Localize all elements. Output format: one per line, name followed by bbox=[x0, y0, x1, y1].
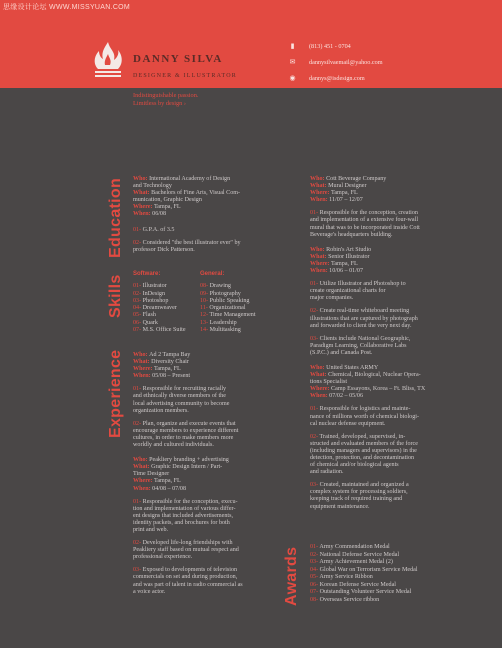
general-item bbox=[200, 305, 290, 312]
job-item-line bbox=[133, 435, 283, 442]
field-value: Ad 2 Tampa Bay bbox=[149, 352, 191, 358]
item-text: Responsible for the conception, execu- bbox=[142, 498, 238, 505]
job-field bbox=[310, 183, 460, 190]
field-value: Tampa, FL bbox=[154, 366, 181, 373]
item-number: 01- bbox=[133, 283, 143, 290]
item-text: equipment maintenance. bbox=[310, 503, 370, 510]
job-item-line bbox=[133, 527, 283, 534]
item-text: Beverage's headquarters building. bbox=[310, 231, 393, 238]
award-item bbox=[310, 567, 480, 575]
award-item bbox=[310, 544, 480, 552]
item-number: 01- bbox=[310, 406, 320, 413]
field-label: What: bbox=[310, 372, 329, 379]
item-text: and radiation. bbox=[310, 469, 344, 476]
item-number: 03- bbox=[310, 559, 320, 565]
field-label: Where: bbox=[310, 386, 332, 393]
item-text: Illustrator bbox=[142, 283, 167, 290]
software-item bbox=[133, 312, 203, 319]
tagline: Indistinguishable passion. Limitless by design › bbox=[133, 92, 199, 107]
experience-right bbox=[310, 176, 460, 519]
field-value: Camp Essayons, Korea – Ft. Bliss, TX bbox=[331, 386, 426, 393]
job-field bbox=[310, 372, 460, 379]
job-item-line bbox=[310, 217, 460, 224]
job-field bbox=[310, 268, 460, 275]
award-item bbox=[310, 574, 480, 582]
job-item-line bbox=[310, 448, 460, 455]
item-text: Exposed to developments of television bbox=[142, 567, 238, 574]
job-item bbox=[310, 434, 460, 477]
field-value: Robin's Art Studio bbox=[326, 246, 372, 253]
job-item-line bbox=[133, 421, 283, 428]
item-text: (S.P.C.) and Canada Post. bbox=[310, 349, 373, 356]
item-text: and was part of talent in radio commercial as bbox=[133, 581, 243, 588]
job-field bbox=[133, 486, 283, 493]
item-text: tion and implementation of various differ- bbox=[133, 505, 236, 512]
item-text: Army Achievement Medal (2) bbox=[319, 559, 393, 565]
job-field bbox=[310, 254, 460, 261]
software-item bbox=[133, 291, 203, 298]
item-number: 01- bbox=[310, 544, 320, 550]
award-item bbox=[310, 582, 480, 590]
item-text: National Defense Service Medal bbox=[319, 551, 400, 558]
item-text: InDesign bbox=[142, 290, 165, 297]
field-label: Who: bbox=[133, 457, 150, 464]
item-text: Paradigm Learning, Collaborative Labs bbox=[310, 342, 407, 349]
field-value: Peakliery branding + advertising bbox=[149, 457, 229, 464]
item-text: Trained, developed, supervised, in- bbox=[319, 433, 406, 440]
job-item-line bbox=[310, 316, 460, 323]
item-text: Korean Defense Service Medal bbox=[319, 581, 396, 588]
field-value: 05/08 – Present bbox=[152, 373, 191, 380]
item-text: Drawing bbox=[209, 283, 231, 290]
job-item-line bbox=[133, 520, 283, 527]
item-text: worldly and cultured individuals. bbox=[133, 442, 214, 449]
job-item-line bbox=[133, 393, 283, 400]
item-text: Flash bbox=[142, 312, 156, 319]
field-value: Tampa, FL bbox=[331, 260, 358, 267]
job-item-line bbox=[133, 442, 283, 449]
job-item-line bbox=[133, 499, 283, 506]
item-text: Leadership bbox=[209, 319, 237, 326]
job-item-line bbox=[310, 434, 460, 441]
software-item bbox=[133, 320, 203, 327]
item-number: 03- bbox=[133, 567, 143, 574]
person-name: DANNY SILVA bbox=[133, 53, 223, 65]
item-text: keeping track of required training and bbox=[310, 496, 403, 503]
field-value: Tampa, FL bbox=[331, 190, 358, 197]
job-item-line bbox=[310, 406, 460, 413]
job-field bbox=[133, 352, 283, 359]
item-number: 14- bbox=[200, 327, 210, 334]
job-item-line bbox=[133, 513, 283, 520]
job-item-line bbox=[310, 232, 460, 239]
job-field bbox=[133, 457, 283, 464]
section-experience: Experience bbox=[107, 349, 124, 438]
job-item bbox=[310, 336, 460, 357]
item-number: 01- bbox=[133, 386, 143, 393]
field-label: Where: bbox=[310, 190, 332, 197]
item-text: Dreamweaver bbox=[142, 305, 177, 312]
job-item bbox=[133, 421, 283, 449]
job-field bbox=[310, 393, 460, 400]
item-text: print and web. bbox=[133, 526, 169, 533]
field-value: 04/08 – 07/08 bbox=[152, 485, 186, 492]
item-number: 01- bbox=[310, 281, 320, 288]
job-item-line bbox=[310, 441, 460, 448]
item-text: commercials on set and during production, bbox=[133, 574, 238, 581]
field-value: Graphic Design Intern / Part- bbox=[151, 464, 223, 471]
job-field bbox=[133, 464, 283, 471]
item-text: Photography bbox=[209, 290, 241, 297]
item-text: create organizational charts for bbox=[310, 288, 386, 295]
job-field bbox=[310, 190, 460, 197]
general-item bbox=[200, 291, 290, 298]
job-item-line bbox=[310, 421, 460, 428]
field-value: Tampa, FL bbox=[154, 478, 181, 485]
item-text: and ethnically diverse members of the bbox=[133, 393, 226, 400]
field-label: Who: bbox=[133, 352, 150, 358]
item-number: 10- bbox=[200, 297, 210, 304]
job-item-line bbox=[310, 343, 460, 350]
field-value: Senior Illustrator bbox=[328, 253, 370, 260]
item-text: (including managers and supervisors) in the bbox=[310, 447, 417, 454]
job-item-line bbox=[310, 225, 460, 232]
experience-left bbox=[133, 352, 283, 604]
item-text: Peakliery staff based on mutual respect and bbox=[133, 547, 239, 554]
job-item-line bbox=[310, 496, 460, 503]
item-text: Responsible for recruiting racially bbox=[142, 386, 227, 393]
envelope-icon: ✉ bbox=[289, 58, 296, 66]
item-number: 05- bbox=[310, 574, 320, 580]
job-item-line bbox=[133, 589, 283, 596]
job-item-line bbox=[310, 414, 460, 421]
item-text: cal nuclear defense equipment. bbox=[310, 420, 386, 427]
field-value: Time Designer bbox=[133, 471, 170, 478]
item-text: mural that was to be incorporated inside Cott bbox=[310, 224, 420, 231]
field-value: Cott Beverage Company bbox=[326, 176, 387, 182]
item-number: 06- bbox=[310, 581, 320, 588]
item-text: encourage members to experience different bbox=[133, 427, 239, 434]
item-text: identity packets, and brochures for both bbox=[133, 519, 230, 526]
field-value: United States ARMY bbox=[326, 364, 379, 371]
field-label: When: bbox=[310, 268, 330, 275]
field-label: Who: bbox=[310, 246, 327, 253]
award-item bbox=[310, 589, 480, 597]
field-label: Where: bbox=[133, 478, 155, 485]
item-text: Created, maintained and organized a bbox=[319, 482, 409, 489]
job-item-line bbox=[133, 582, 283, 589]
job-item-line bbox=[310, 308, 460, 315]
item-text: Utilize Illustrator and Photoshop to bbox=[319, 281, 406, 288]
item-text: Plan, organize and execute events that bbox=[142, 420, 236, 427]
field-label: Where: bbox=[310, 260, 332, 267]
general-item bbox=[200, 327, 290, 334]
item-number: 04- bbox=[133, 305, 143, 312]
item-number: 02- bbox=[310, 551, 320, 558]
job-item-line bbox=[133, 554, 283, 561]
job-item-line bbox=[310, 462, 460, 469]
job-item bbox=[310, 308, 460, 329]
field-value: 11/07 – 12/07 bbox=[329, 197, 363, 204]
job-item-line bbox=[310, 288, 460, 295]
item-text: Organizational bbox=[209, 305, 246, 312]
item-text: professional experience. bbox=[133, 554, 193, 561]
field-label: What: bbox=[310, 253, 329, 260]
skills-software-list: Software: 01- Illustrator 02- InDesign 03- Photoshop 04- Dreamweaver 05- Flash 06- Quark 07- M.S. Office Suite bbox=[133, 271, 203, 334]
item-text: ent designs that included advertisements, bbox=[133, 512, 234, 519]
field-label: When: bbox=[133, 373, 153, 380]
job-item bbox=[133, 567, 283, 595]
field-label: What: bbox=[310, 183, 329, 190]
job-item-line bbox=[133, 408, 283, 415]
item-text: major companies. bbox=[310, 295, 354, 302]
job-item bbox=[133, 499, 283, 534]
job-item-line bbox=[133, 428, 283, 435]
job-item-line bbox=[310, 323, 460, 330]
job-field bbox=[133, 366, 283, 373]
item-text: M.S. Office Suite bbox=[142, 327, 186, 334]
field-value: tions Specialist bbox=[310, 379, 348, 386]
job-field bbox=[310, 365, 460, 372]
item-number: 03- bbox=[310, 335, 320, 342]
phone-icon: ▮ bbox=[290, 42, 295, 50]
software-item bbox=[133, 327, 203, 334]
job-item-line bbox=[310, 469, 460, 476]
item-number: 01- bbox=[310, 210, 320, 217]
job-item-line bbox=[133, 574, 283, 581]
job-item-line bbox=[310, 336, 460, 343]
job-item bbox=[310, 406, 460, 427]
item-number: 03- bbox=[310, 482, 320, 489]
field-value: Diversity Chair bbox=[151, 359, 189, 366]
item-text: Global War on Terrorism Service Medal bbox=[319, 566, 418, 573]
item-number: 02- bbox=[310, 308, 320, 315]
job-item-line bbox=[133, 567, 283, 574]
item-text: Photoshop bbox=[142, 297, 169, 304]
software-item bbox=[133, 305, 203, 312]
item-text: Public Speaking bbox=[209, 297, 250, 304]
job-field bbox=[133, 359, 283, 366]
globe-icon: ◉ bbox=[289, 74, 296, 82]
job-item bbox=[133, 386, 283, 414]
field-label: When: bbox=[133, 485, 153, 492]
item-number: 03- bbox=[133, 297, 143, 304]
item-number: 07- bbox=[133, 327, 143, 334]
job-field bbox=[310, 197, 460, 204]
skills-general-list: General: 08- Drawing 09- Photography 10- Public Speaking 11- Organizational 12- Time Management 13- Leadership 14- Multitasking bbox=[200, 271, 290, 334]
item-text: local advertising community to become bbox=[133, 400, 230, 407]
section-skills: Skills bbox=[107, 274, 124, 318]
field-label: Who: bbox=[310, 364, 327, 371]
item-number: 02- bbox=[310, 433, 320, 440]
item-text: and forwarded to client the very next day. bbox=[310, 322, 412, 329]
general-item bbox=[200, 298, 290, 305]
item-text: organization members. bbox=[133, 407, 189, 414]
item-number: 04- bbox=[310, 566, 320, 573]
award-item bbox=[310, 559, 480, 567]
job-item-line bbox=[310, 295, 460, 302]
item-number: 02- bbox=[133, 420, 143, 427]
general-item bbox=[200, 320, 290, 327]
job-item bbox=[133, 540, 283, 561]
item-number: 13- bbox=[200, 319, 210, 326]
item-text: Responsible for the conception, creation bbox=[319, 210, 418, 217]
item-number: 01- bbox=[133, 498, 143, 505]
spacer bbox=[133, 602, 283, 604]
item-text: Army Service Ribbon bbox=[319, 574, 373, 580]
field-value: 10/06 – 01/07 bbox=[329, 268, 363, 275]
item-text: nance of millions worth of chemical biologi- bbox=[310, 413, 419, 420]
field-value: Mural Designer bbox=[328, 183, 367, 190]
item-text: of chemical and/or biological agents bbox=[310, 462, 399, 469]
item-text: a voice actor. bbox=[133, 588, 166, 595]
software-item bbox=[133, 283, 203, 290]
item-number: 12- bbox=[200, 312, 210, 319]
job-item-line bbox=[133, 506, 283, 513]
item-text: Clients include National Geographic, bbox=[319, 335, 411, 342]
item-text: cultures, in order to make members more bbox=[133, 434, 234, 441]
item-number: 11- bbox=[200, 305, 210, 312]
job-item-line bbox=[310, 504, 460, 511]
job-field bbox=[133, 478, 283, 485]
item-text: and implementation of a extensive four-wall bbox=[310, 217, 419, 224]
item-number: 02- bbox=[133, 290, 143, 297]
flame-logo-icon bbox=[91, 40, 125, 80]
field-label: What: bbox=[133, 464, 152, 471]
job-field bbox=[310, 247, 460, 254]
item-text: structed and evaluated members of the force bbox=[310, 440, 418, 447]
item-number: 08- bbox=[200, 283, 210, 290]
job-field bbox=[310, 386, 460, 393]
item-number: 02- bbox=[133, 540, 143, 547]
item-text: Outstanding Volunteer Service Medal bbox=[319, 589, 412, 595]
section-education: Education bbox=[107, 177, 124, 258]
field-value: 07/02 – 05/06 bbox=[329, 393, 363, 400]
item-text: Developed life-long friendships with bbox=[142, 540, 233, 547]
item-text: detection, protection, and decontamination bbox=[310, 455, 415, 461]
field-label: When: bbox=[310, 197, 330, 204]
job-item bbox=[310, 281, 460, 302]
award-item bbox=[310, 552, 480, 560]
general-item bbox=[200, 283, 290, 290]
person-role: DESIGNER & ILLUSTRATOR bbox=[133, 73, 237, 79]
item-text: illustrations that are captured by photograph bbox=[310, 315, 418, 322]
item-text: Time Management bbox=[209, 312, 256, 319]
field-label: When: bbox=[310, 393, 330, 400]
item-number: 09- bbox=[200, 290, 210, 297]
education-block: Who: International Academy of Design and Technology What: Bachelors of Fine Arts, Visual Com- munication, Graphic Design Where: Tampa, FL When: 06/08 01- G.P.A. of 3.5 02- Considered "the best illustrator ever" by professor Dick Patterson. bbox=[133, 176, 241, 253]
software-item bbox=[133, 298, 203, 305]
job-item-line bbox=[133, 401, 283, 408]
watermark: 思缘设计论坛 WWW.MISSYUAN.COM bbox=[3, 4, 131, 11]
header-banner: DANNY SILVA DESIGNER & ILLUSTRATOR ▮ (813) 451 - 0704 ✉ dannysilvaemail@yahoo.com ◉ dannys@isdesign.com bbox=[0, 0, 502, 88]
item-number: 07- bbox=[310, 589, 320, 595]
job-item bbox=[310, 210, 460, 238]
item-number: 06- bbox=[133, 319, 143, 326]
field-label: Where: bbox=[133, 366, 155, 373]
job-field bbox=[133, 373, 283, 380]
spacer bbox=[310, 517, 460, 519]
job-field bbox=[310, 261, 460, 268]
item-text: Quark bbox=[142, 319, 158, 326]
item-text: Multitasking bbox=[209, 327, 241, 334]
job-field bbox=[310, 176, 460, 183]
field-value: Chemical, Biological, Nuclear Opera- bbox=[328, 372, 421, 379]
item-text: Responsible for logistics and mainte- bbox=[319, 406, 411, 413]
item-text: complex system for processing soldiers, bbox=[310, 489, 408, 496]
item-number: 05- bbox=[133, 312, 143, 319]
item-text: Army Commendation Medal bbox=[319, 544, 390, 550]
awards-list bbox=[310, 544, 480, 604]
section-awards: Awards bbox=[283, 546, 300, 606]
job-item bbox=[310, 482, 460, 510]
field-label: Who: bbox=[310, 176, 327, 182]
award-item bbox=[310, 597, 480, 605]
item-text: Create real-time whiteboard meeting bbox=[319, 308, 410, 315]
field-label: What: bbox=[133, 359, 152, 366]
item-number: 08- bbox=[310, 596, 320, 603]
item-text: Overseas Service ribbon bbox=[319, 596, 380, 603]
job-item-line bbox=[310, 350, 460, 357]
general-item bbox=[200, 312, 290, 319]
